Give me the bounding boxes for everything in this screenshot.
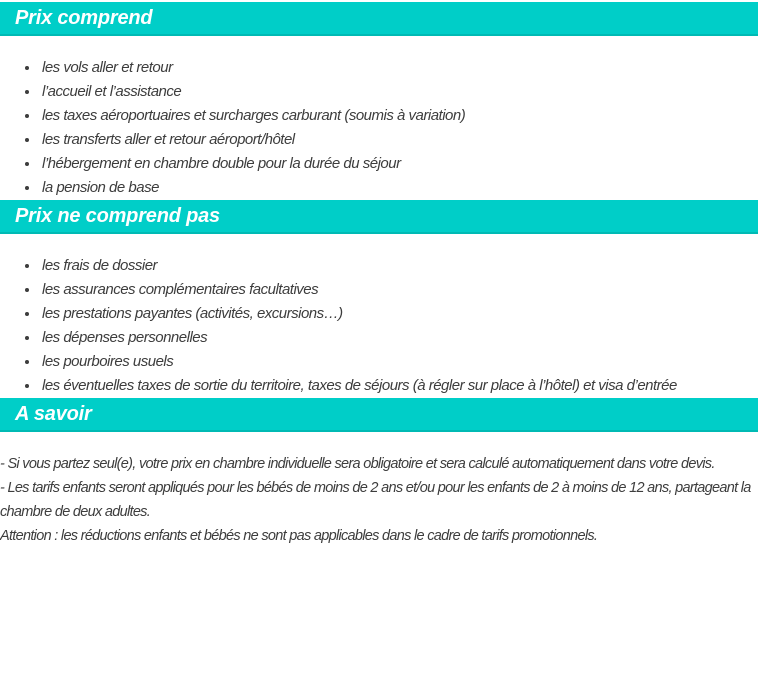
list-item: • les frais de dossier bbox=[40, 254, 758, 278]
section-header-price-includes: Prix comprend bbox=[0, 2, 758, 36]
section-price-excludes bbox=[0, 200, 758, 398]
price-excludes-list bbox=[0, 254, 758, 398]
section-header-good-to-know: A savoir bbox=[0, 398, 758, 432]
list-item: • les éventuelles taxes de sortie du territoire, taxes de séjours (à régler sur place à l’hôtel) et visa d’entrée bbox=[40, 374, 758, 398]
list-item: • la pension de base bbox=[40, 176, 758, 200]
section-price-includes bbox=[0, 2, 758, 200]
list-item: • les taxes aéroportuaires et surcharges carburant (soumis à variation) bbox=[40, 104, 758, 128]
list-item: • les dépenses personnelles bbox=[40, 326, 758, 350]
section-good-to-know bbox=[0, 398, 758, 548]
list-item: • les assurances complémentaires facultatives bbox=[40, 278, 758, 302]
good-to-know-notes bbox=[0, 452, 758, 548]
price-includes-list bbox=[0, 56, 758, 200]
list-item: • l’accueil et l’assistance bbox=[40, 80, 758, 104]
list-item: • les prestations payantes (activités, excursions…) bbox=[40, 302, 758, 326]
section-header-price-excludes: Prix ne comprend pas bbox=[0, 200, 758, 234]
note-paragraph: Attention : les réductions enfants et bébés ne sont pas applicables dans le cadre de tarifs promotionnels. bbox=[0, 528, 598, 544]
list-item: • les vols aller et retour bbox=[40, 56, 758, 80]
list-item: • les pourboires usuels bbox=[40, 350, 758, 374]
list-item: • l’hébergement en chambre double pour la durée du séjour bbox=[40, 152, 758, 176]
note-paragraph: - Si vous partez seul(e), votre prix en chambre individuelle sera obligatoire et sera calculé automatiquement dans votre devis. bbox=[0, 456, 715, 472]
note-paragraph: - Les tarifs enfants seront appliqués pour les bébés de moins de 2 ans et/ou pour les enfants de 2 à moins de 12 ans, partageant la chambre de deux adultes. bbox=[0, 480, 751, 520]
list-item: • les transferts aller et retour aéroport/hôtel bbox=[40, 128, 758, 152]
